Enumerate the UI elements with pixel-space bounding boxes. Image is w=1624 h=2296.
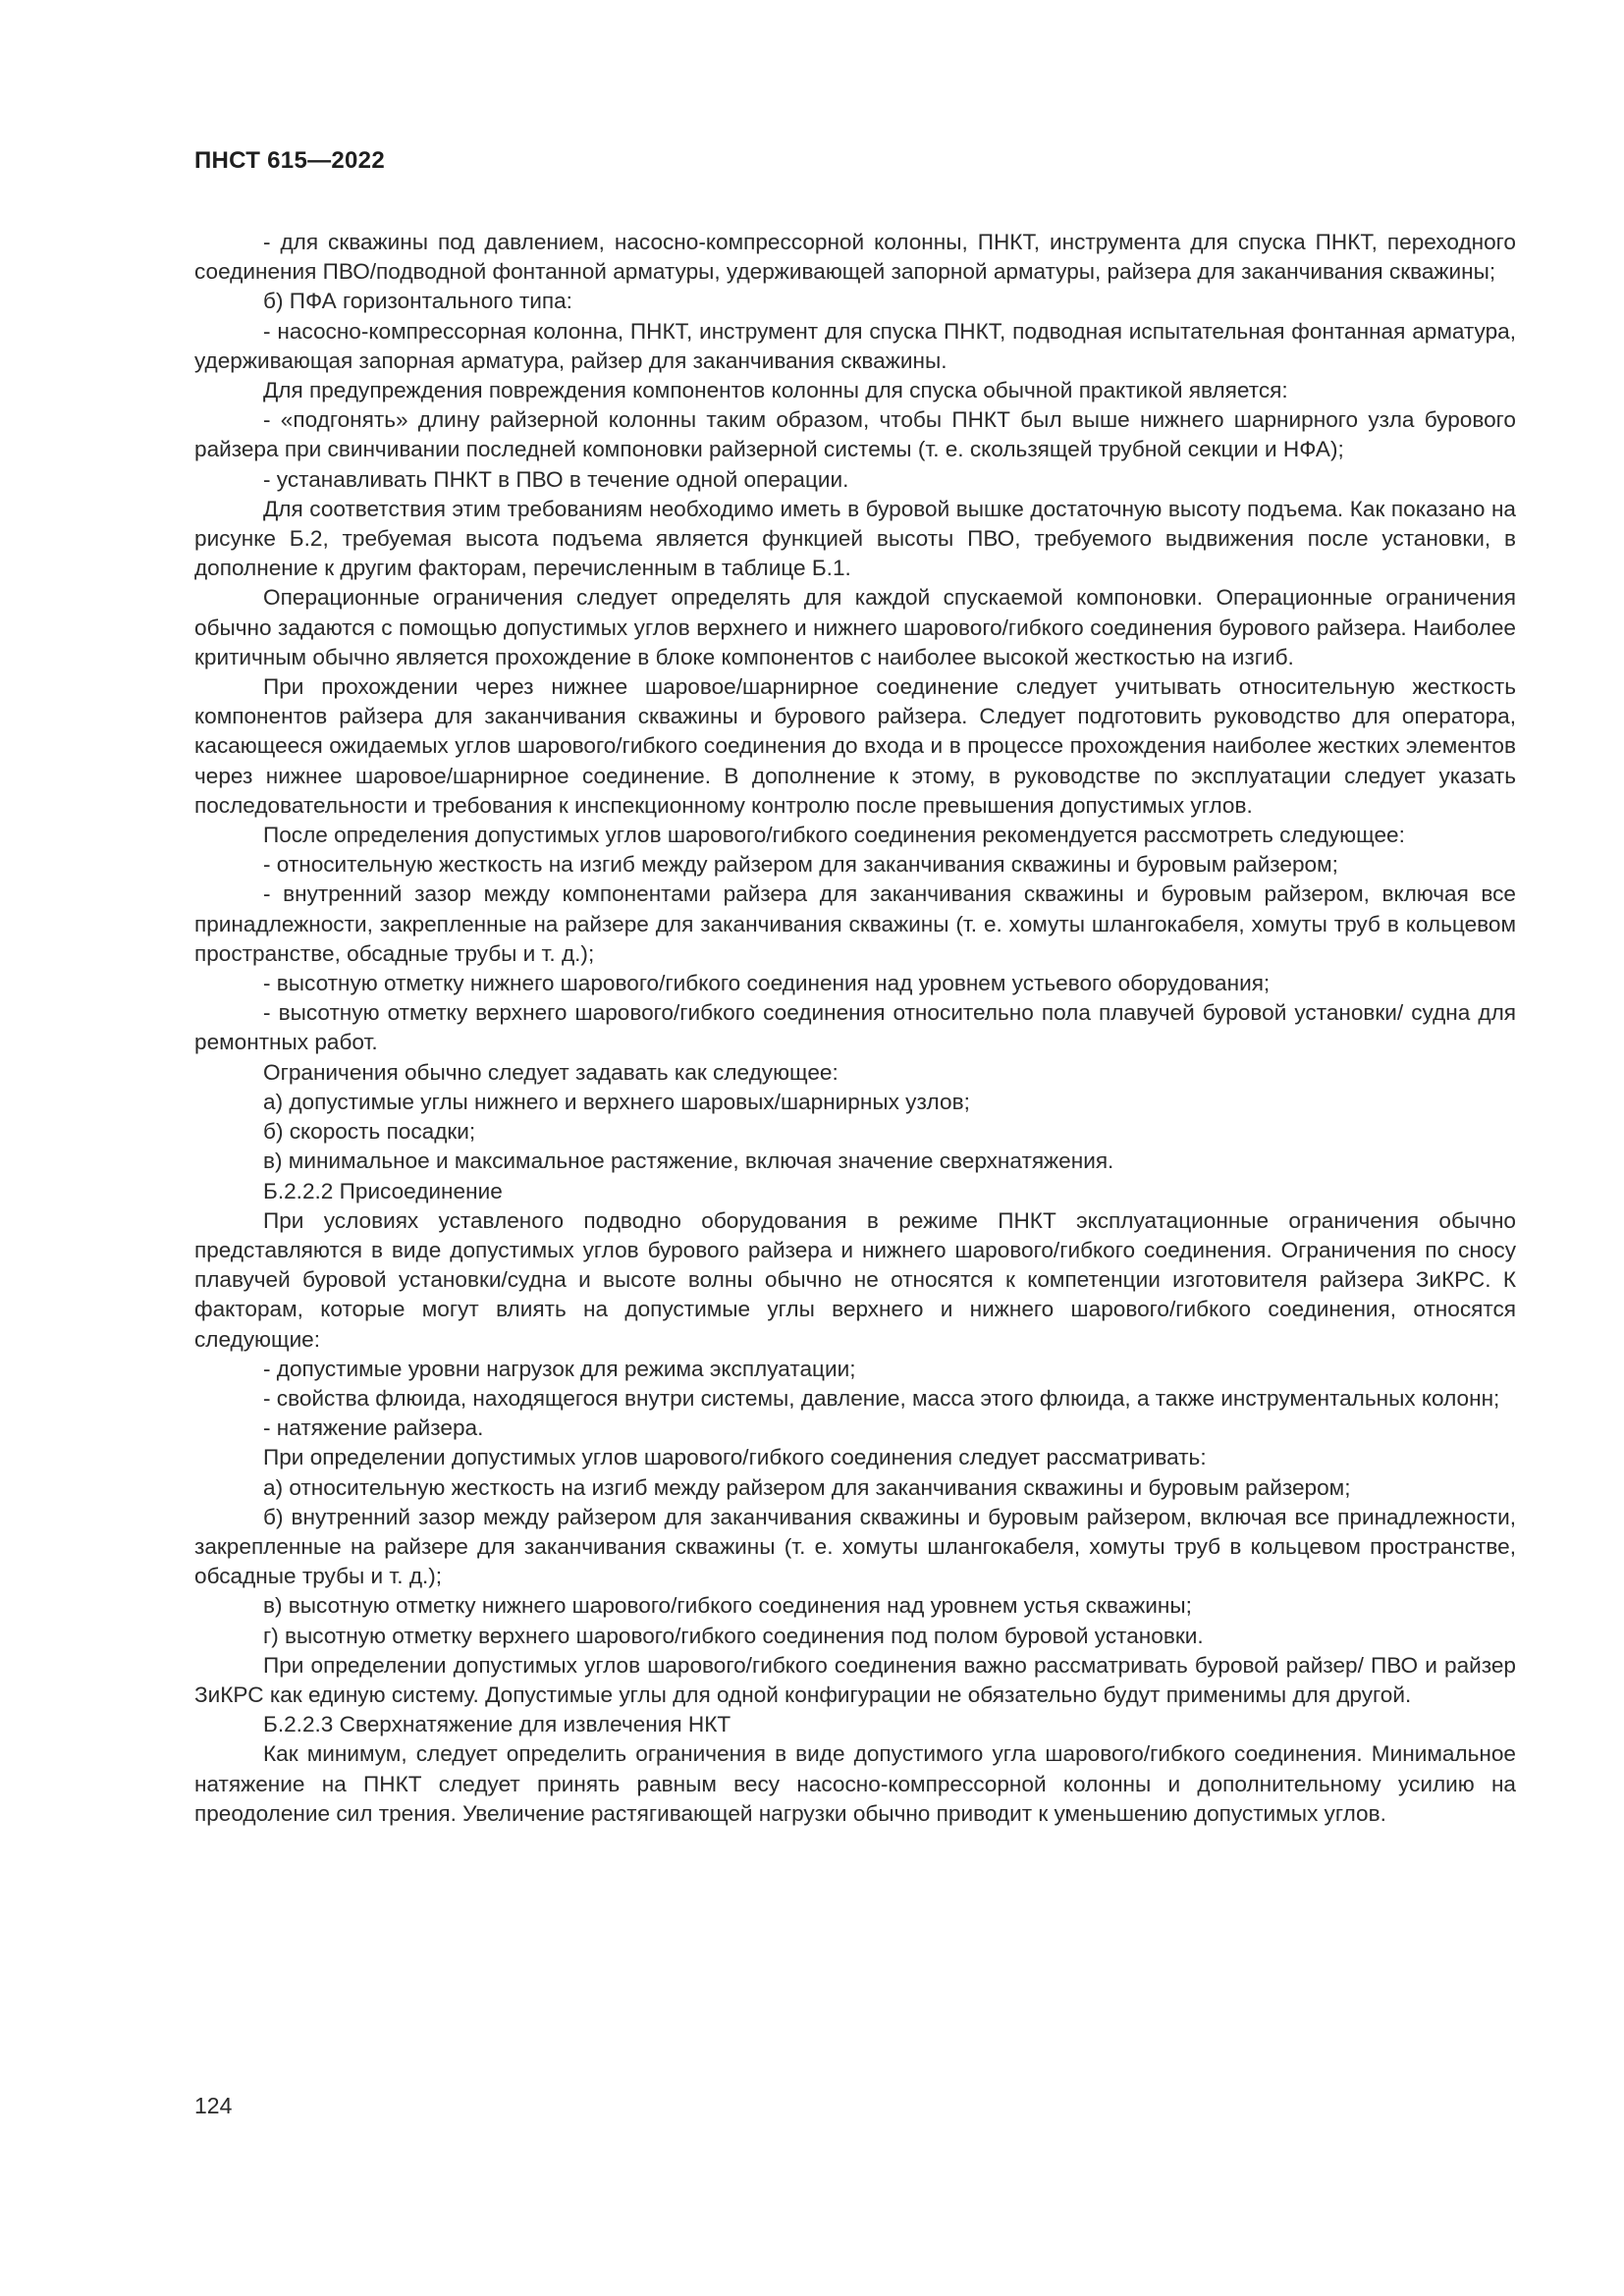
paragraph: - для скважины под давлением, насосно-компрессорной колонны, ПНКТ, инструмента для спуска ПНКТ, переходного соединения ПВО/подводной фонтанной арматуры, удерживающей запорной арматуры, райзера для заканчивания скважины;	[194, 230, 1516, 285]
paragraph: Как минимум, следует определить ограничения в виде допустимого угла шарового/гибкого соединения. Минимальное натяжение на ПНКТ следует принять равным весу насосно-компрессорной колонны и дополнительному усилию на преодоление сил трения. Увеличение растягивающей нагрузки обычно приводит к уменьшению допустимых углов.	[194, 1741, 1516, 1826]
paragraph: - устанавливать ПНКТ в ПВО в течение одной операции.	[263, 466, 849, 492]
paragraph: При определении допустимых углов шарового/гибкого соединения следует рассматривать:	[263, 1445, 1207, 1470]
paragraph: При определении допустимых углов шарового/гибкого соединения важно рассматривать буровой райзер/ ПВО и райзер ЗиКРС как единую систему. Допустимые углы для одной конфигурации не обязательно будут применимы для другой.	[194, 1652, 1516, 1707]
paragraph: - относительную жесткость на изгиб между райзером для заканчивания скважины и буровым райзером;	[263, 852, 1338, 878]
paragraph: Для соответствия этим требованиям необходимо иметь в буровой вышке достаточную высоту подъема. Как показано на рисунке Б.2, требуемая высота подъема является функцией высоты ПВО, требуемого выдвижения после установки, в дополнение к другим факторам, перечисленным в таблице Б.1.	[194, 496, 1516, 581]
paragraph: а) допустимые углы нижнего и верхнего шаровых/шарнирных узлов;	[263, 1089, 970, 1114]
paragraph: Для предупреждения повреждения компонентов колонны для спуска обычной практикой является:	[263, 378, 1288, 403]
paragraph: - натяжение райзера.	[263, 1415, 484, 1441]
paragraph: - допустимые уровни нагрузок для режима эксплуатации;	[263, 1356, 856, 1381]
paragraph: - свойства флюида, находящегося внутри системы, давление, масса этого флюида, а также инструментальных колонн;	[263, 1385, 1500, 1411]
paragraph: При условиях уставленого подводно оборудования в режиме ПНКТ эксплуатационные ограничения обычно представляются в виде допустимых углов бурового райзера и нижнего шарового/гибкого соединения. Ограничения по сносу плавучей буровой установки/судна и высоте волны обычно не относятся к компетенции изготовителя райзера ЗиКРС. К факторам, которые могут влиять на допустимые углы верхнего и нижнего шарового/гибкого соединения, относятся следующие:	[194, 1207, 1516, 1352]
paragraph: б) скорость посадки;	[263, 1119, 476, 1145]
paragraph: - высотную отметку нижнего шарового/гибкого соединения над уровнем устьевого оборудования;	[263, 971, 1271, 996]
paragraph: в) минимальное и максимальное растяжение, включая значение сверхнатяжения.	[263, 1148, 1114, 1174]
paragraph: - «подгонять» длину райзерной колонны таким образом, чтобы ПНКТ был выше нижнего шарнирного узла бурового райзера при свинчивании последней компоновки райзерной системы (т. е. скользящей трубной секции и НФА);	[194, 407, 1516, 462]
paragraph: г) высотную отметку верхнего шарового/гибкого соединения под полом буровой установки.	[263, 1623, 1204, 1648]
body-text	[194, 228, 1516, 1829]
paragraph: - высотную отметку верхнего шарового/гибкого соединения относительно пола плавучей буровой установки/ судна для ремонтных работ.	[194, 1000, 1516, 1055]
section-heading: Б.2.2.3 Сверхнатяжение для извлечения НКТ	[263, 1712, 731, 1737]
paragraph: б) внутренний зазор между райзером для заканчивания скважины и буровым райзером, включая все принадлежности, закрепленные на райзере для заканчивания скважины (т. е. хомуты шлангокабеля, хомуты труб в кольцевом пространстве, обсадные трубы и т. д.);	[194, 1504, 1516, 1589]
paragraph: - насосно-компрессорная колонна, ПНКТ, инструмент для спуска ПНКТ, подводная испытательная фонтанная арматура, удерживающая запорная арматура, райзер для заканчивания скважины.	[194, 318, 1516, 373]
document-header: ПНСТ 615—2022	[194, 147, 385, 174]
paragraph: Ограничения обычно следует задавать как следующее:	[263, 1059, 839, 1085]
paragraph: а) относительную жесткость на изгиб между райзером для заканчивания скважины и буровым райзером;	[263, 1474, 1351, 1500]
paragraph: в) высотную отметку нижнего шарового/гибкого соединения над уровнем устья скважины;	[263, 1593, 1192, 1619]
page-number: 124	[194, 2093, 233, 2118]
paragraph: При прохождении через нижнее шаровое/шарнирное соединение следует учитывать относительную жесткость компонентов райзера для заканчивания скважины и бурового райзера. Следует подготовить руководство для оператора, касающееся ожидаемых углов шарового/гибкого соединения до входа и в процессе прохождения наиболее жестких элементов через нижнее шаровое/шарнирное соединение. В дополнение к этому, в руководстве по эксплуатации следует указать последовательности и требования к инспекционному контролю после превышения допустимых углов.	[194, 674, 1516, 818]
paragraph: - внутренний зазор между компонентами райзера для заканчивания скважины и буровым райзером, включая все принадлежности, закрепленные на райзере для заканчивания скважины (т. е. хомуты шлангокабеля, хомуты труб в кольцевом пространстве, обсадные трубы и т. д.);	[194, 881, 1516, 966]
section-heading: Б.2.2.2 Присоединение	[263, 1178, 503, 1203]
paragraph: После определения допустимых углов шарового/гибкого соединения рекомендуется рассмотреть следующее:	[263, 823, 1405, 848]
paragraph: Операционные ограничения следует определять для каждой спускаемой компоновки. Операционные ограничения обычно задаются с помощью допустимых углов верхнего и нижнего шарового/гибкого соединения бурового райзера. Наиболее критичным обычно является прохождение в блоке компонентов с наиболее высокой жесткостью на изгиб.	[194, 585, 1516, 669]
paragraph: б) ПФА горизонтального типа:	[263, 289, 572, 314]
